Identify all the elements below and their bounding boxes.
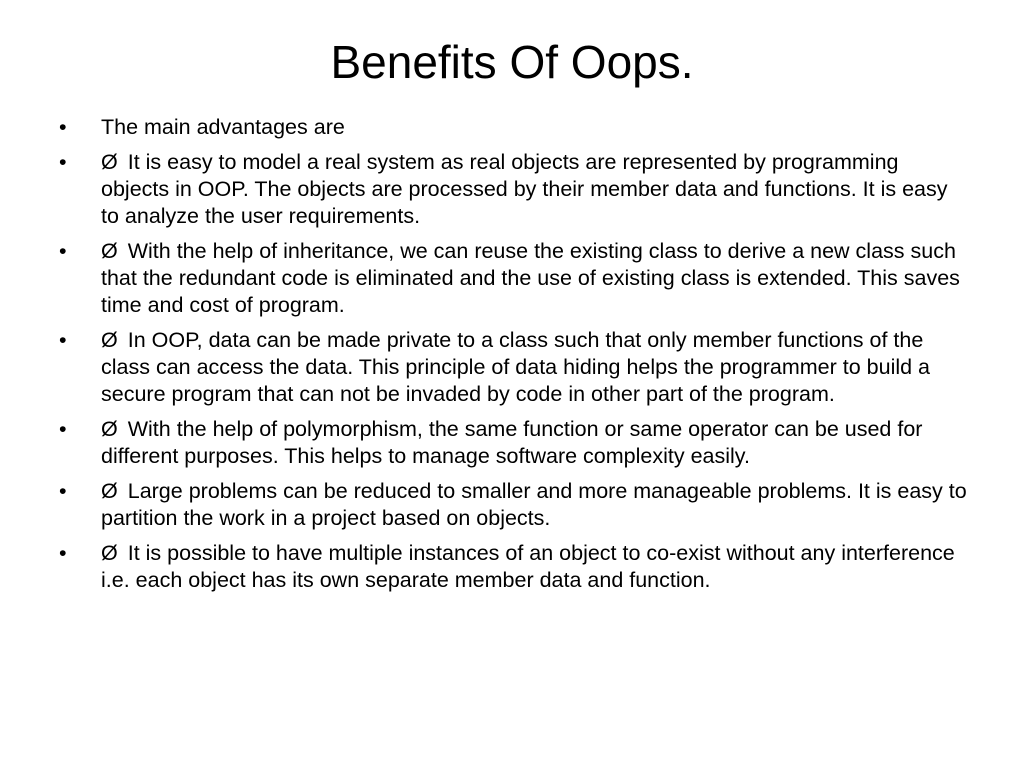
bullet-item <box>56 114 968 141</box>
bullet-text: In OOP, data can be made private to a class such that only member functions of the class can access the data. This principle of data hiding helps the programmer to build a secure program that can not be invaded by code in other part of the program. <box>101 328 931 406</box>
bullet-dot-icon: • <box>59 479 67 503</box>
bullet-dot-icon: • <box>59 328 67 352</box>
bullet-dot-icon: • <box>59 150 67 174</box>
bullet-item <box>56 238 968 319</box>
bullet-item <box>56 478 968 532</box>
arrow-marker: Ø <box>101 328 118 352</box>
arrow-marker: Ø <box>101 541 118 565</box>
bullet-text: With the help of inheritance, we can reuse the existing class to derive a new class such that the redundant code is eliminated and the use of existing class is extended. This saves time and cost of program. <box>101 239 960 317</box>
slide-title: Benefits Of Oops. <box>330 36 694 88</box>
bullet-dot-icon: • <box>59 115 67 139</box>
arrow-marker: Ø <box>101 239 118 263</box>
bullet-item <box>56 149 968 230</box>
bullet-item <box>56 327 968 408</box>
arrow-marker: Ø <box>101 150 118 174</box>
bullet-text: The main advantages are <box>101 115 345 139</box>
bullet-dot-icon: • <box>59 239 67 263</box>
bullet-text: It is easy to model a real system as real objects are represented by programming objects in OOP. The objects are processed by their member data and functions. It is easy to analyze the user requirements. <box>101 150 948 228</box>
bullet-text: It is possible to have multiple instances of an object to co-exist without any interference i.e. each object has its own separate member data and function. <box>101 541 955 592</box>
arrow-marker: Ø <box>101 417 118 441</box>
bullet-text: Large problems can be reduced to smaller and more manageable problems. It is easy to partition the work in a project based on objects. <box>101 479 967 530</box>
bullet-item <box>56 416 968 470</box>
bullet-text: With the help of polymorphism, the same function or same operator can be used for different purposes. This helps to manage software complexity easily. <box>101 417 923 468</box>
bullet-list <box>56 114 968 602</box>
bullet-dot-icon: • <box>59 541 67 565</box>
bullet-item <box>56 540 968 594</box>
bullet-dot-icon: • <box>59 417 67 441</box>
arrow-marker: Ø <box>101 479 118 503</box>
